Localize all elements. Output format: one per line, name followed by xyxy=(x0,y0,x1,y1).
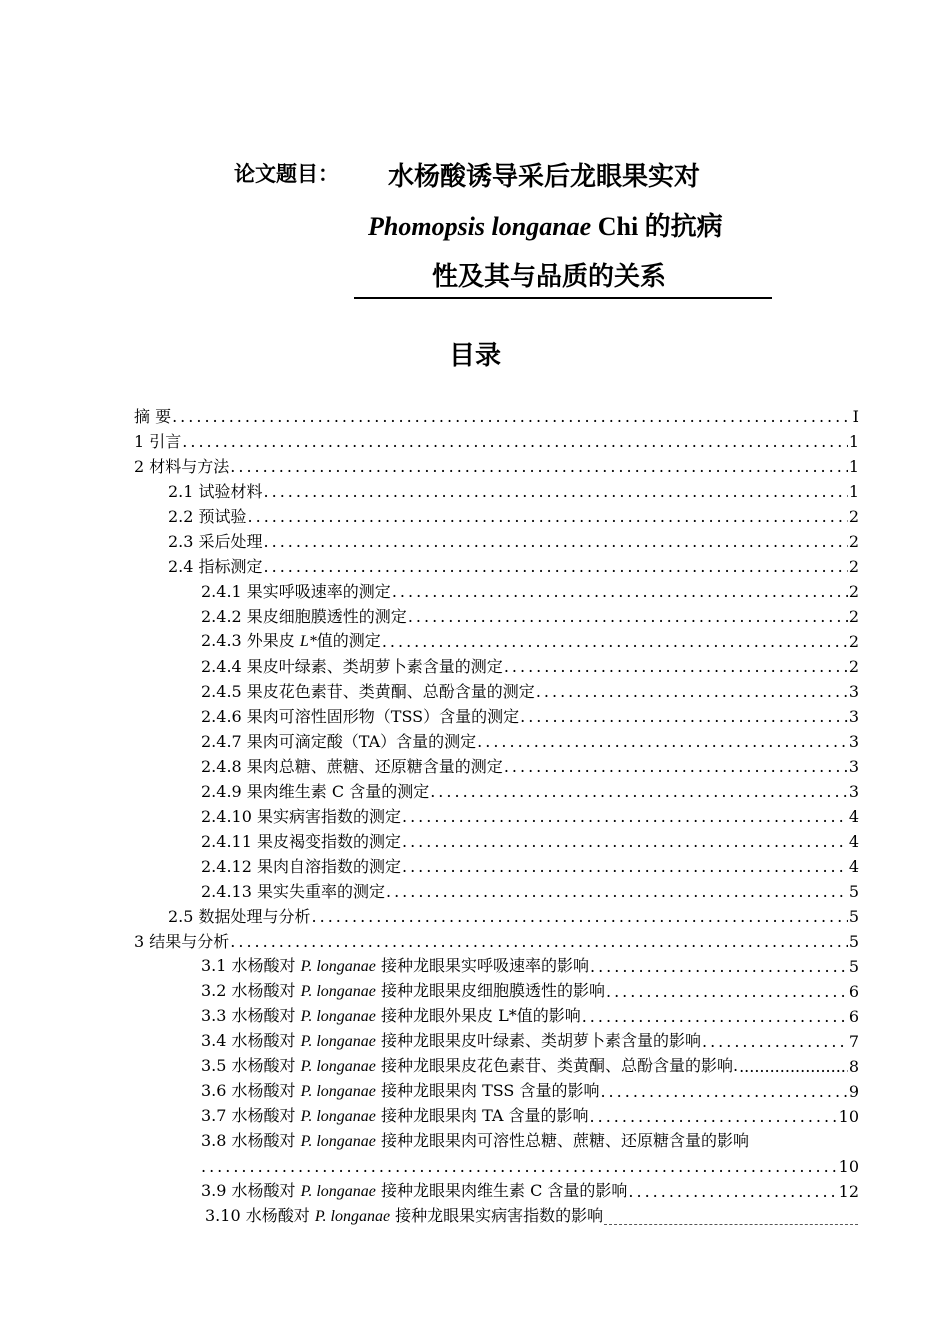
species-name: Phomopsis longanae xyxy=(368,212,592,241)
toc-entry[interactable]: 2.4.12 果肉自溶指数的测定 ..... 4 xyxy=(201,856,859,878)
thesis-title-label: 论文题目： xyxy=(234,162,339,186)
thesis-title-line-2 xyxy=(368,206,723,243)
toc-entry[interactable]: 2.4.4 果皮叶绿素、类胡萝卜素含量的测定 ..... 2 xyxy=(201,656,859,678)
toc-entry[interactable]: 1 引言 ..... 1 xyxy=(134,431,859,453)
toc-entry[interactable]: 2.2 预试验 ..... 2 xyxy=(168,506,859,528)
toc-entry[interactable]: 2.4.11 果皮褐变指数的测定 ..... 4 xyxy=(201,831,859,853)
thesis-title-line-3: 性及其与品质的关系 xyxy=(432,262,667,292)
toc-entry[interactable]: 3.3 水杨酸对 P. longanae 接种龙眼外果皮 L*值的影响 ..... 6 xyxy=(201,1006,859,1028)
toc-heading: 目录 xyxy=(448,341,501,371)
toc-entry[interactable]: 2.4.13 果实失重率的测定 ..... 5 xyxy=(201,881,859,903)
toc-entry[interactable]: 2.4.9 果肉维生素 C 含量的测定 ..... 3 xyxy=(201,781,859,803)
toc-entry[interactable]: 2.1 试验材料 ..... 1 xyxy=(168,481,859,503)
toc-entry[interactable]: 3 结果与分析 ..... 5 xyxy=(134,931,859,953)
toc-entry[interactable]: 2.4.6 果肉可溶性固形物（TSS）含量的测定 ..... 3 xyxy=(201,706,859,728)
toc-entry[interactable]: 3.5 水杨酸对 P. longanae 接种龙眼果皮花色素苷、类黄酮、总酚含量的影响. ..... 8 xyxy=(201,1056,859,1078)
toc-entry[interactable]: 3.10 水杨酸对 P. longanae 接种龙眼果实病害指数的影响 xyxy=(205,1206,859,1228)
toc-entry[interactable]: 3.4 水杨酸对 P. longanae 接种龙眼果皮叶绿素、类胡萝卜素含量的影响 ..... 7 xyxy=(201,1031,859,1053)
toc-entry[interactable]: 2.4.10 果实病害指数的测定 ..... 4 xyxy=(201,806,859,828)
toc-entry-continuation[interactable]: ..... 10 xyxy=(201,1156,859,1178)
toc-entry[interactable]: 2.4.1 果实呼吸速率的测定 ..... 2 xyxy=(201,581,859,603)
thesis-title-line-1: 水杨酸诱导采后龙眼果实对 xyxy=(388,162,701,192)
toc-entry[interactable]: 2.3 采后处理 ..... 2 xyxy=(168,531,859,553)
toc-entry[interactable]: 2.4.3 外果皮 L*值的测定 ..... 2 xyxy=(201,631,859,653)
toc-entry[interactable]: 2.4.2 果皮细胞膜透性的测定 ..... 2 xyxy=(201,606,859,628)
toc-entry[interactable]: 2.5 数据处理与分析 ..... 5 xyxy=(168,906,859,928)
toc-entry[interactable]: 3.7 水杨酸对 P. longanae 接种龙眼果肉 TA 含量的影响 ..... 10 xyxy=(201,1106,859,1128)
toc-entry[interactable]: 摘 要 ..... I xyxy=(134,406,859,428)
toc-entry[interactable]: 2.4.8 果肉总糖、蔗糖、还原糖含量的测定 ..... 3 xyxy=(201,756,859,778)
toc-entry[interactable]: 3.9 水杨酸对 P. longanae 接种龙眼果肉维生素 C 含量的影响 ..... 12 xyxy=(201,1181,859,1203)
toc-entry[interactable]: 3.6 水杨酸对 P. longanae 接种龙眼果肉 TSS 含量的影响 ..... 9 xyxy=(201,1081,859,1103)
title-underline xyxy=(354,297,772,299)
thesis-title-line-2-rest: Chi 的抗病 xyxy=(591,212,723,241)
toc-entry[interactable]: 2.4 指标测定 ..... 2 xyxy=(168,556,859,578)
toc-entry[interactable]: 3.2 水杨酸对 P. longanae 接种龙眼果皮细胞膜透性的影响 ..... 6 xyxy=(201,981,859,1003)
toc-entry[interactable]: 3.1 水杨酸对 P. longanae 接种龙眼果实呼吸速率的影响 ..... 5 xyxy=(201,956,859,978)
toc-entry[interactable]: 2 材料与方法 ..... 1 xyxy=(134,456,859,478)
toc-entry[interactable]: 2.4.5 果皮花色素苷、类黄酮、总酚含量的测定 ..... 3 xyxy=(201,681,859,703)
toc-entry[interactable]: 3.8 水杨酸对 P. longanae 接种龙眼果肉可溶性总糖、蔗糖、还原糖含量的影响 xyxy=(201,1131,749,1150)
toc-entry[interactable]: 2.4.7 果肉可滴定酸（TA）含量的测定 ..... 3 xyxy=(201,731,859,753)
